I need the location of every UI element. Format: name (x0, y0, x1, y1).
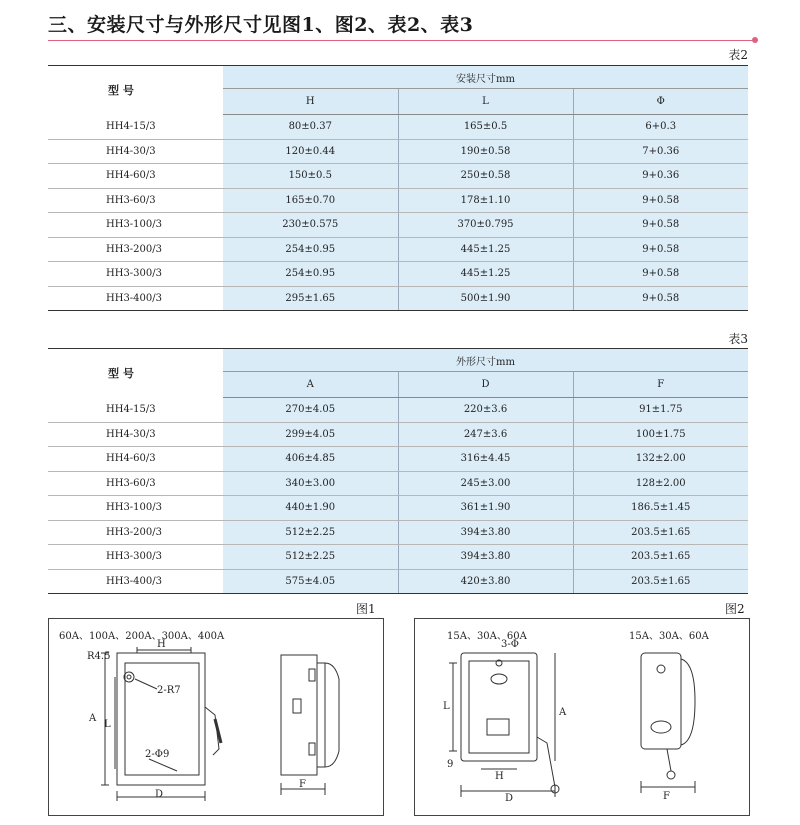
value-cell: 9+0.36 (573, 164, 748, 189)
value-cell: 295±1.65 (223, 286, 398, 311)
table-row (48, 164, 748, 189)
value-cell: 254±0.95 (223, 237, 398, 262)
value-cell: 165±0.5 (398, 115, 573, 140)
value-cell: 178±1.10 (398, 188, 573, 213)
value-cell: 361±1.90 (398, 496, 573, 521)
table-row (48, 471, 748, 496)
model-header: 型 号 (48, 349, 223, 398)
dim-label-d: D (155, 789, 164, 800)
table-row (48, 262, 748, 287)
value-cell: 370±0.795 (398, 213, 573, 238)
figure2-schematic (415, 619, 749, 815)
dim-label-l: L (443, 701, 450, 712)
table-row (48, 520, 748, 545)
model-cell: HH4-60/3 (48, 164, 223, 189)
outline-size-header: 外形尺寸mm (223, 349, 748, 372)
table-row (48, 447, 748, 472)
figure2-caption-right: 15A、30A、60A (629, 631, 709, 642)
table-row (48, 496, 748, 521)
figure2-drawing (414, 618, 750, 816)
figure1-schematic (49, 619, 383, 815)
value-cell: 9+0.58 (573, 286, 748, 311)
value-cell: 80±0.37 (223, 115, 398, 140)
dim-label-2r7: 2-R7 (157, 685, 181, 696)
value-cell: 230±0.575 (223, 213, 398, 238)
table-row (48, 237, 748, 262)
model-cell: HH3-100/3 (48, 213, 223, 238)
value-cell: 203.5±1.65 (573, 545, 748, 570)
table3-tag: 表3 (728, 332, 748, 346)
table-row (48, 115, 748, 140)
figure1-drawing (48, 618, 384, 816)
heading-rule (48, 40, 754, 41)
installation-dimensions-table (48, 65, 748, 311)
value-cell: 420±3.80 (398, 569, 573, 594)
model-cell: HH3-200/3 (48, 237, 223, 262)
table-row (48, 422, 748, 447)
dim-label-f: F (663, 791, 670, 802)
value-cell: 9+0.58 (573, 188, 748, 213)
figure2-caption-left: 15A、30A、60A (447, 631, 527, 642)
value-cell: 165±0.70 (223, 188, 398, 213)
value-cell: 203.5±1.65 (573, 520, 748, 545)
value-cell: 120±0.44 (223, 139, 398, 164)
value-cell: 6+0.3 (573, 115, 748, 140)
model-cell: HH4-60/3 (48, 447, 223, 472)
value-cell: 445±1.25 (398, 262, 573, 287)
dim-label-l: L (104, 719, 111, 730)
table-row (48, 398, 748, 423)
table-row (48, 188, 748, 213)
dim-label-r45: R4.5 (87, 651, 111, 662)
table2-tag: 表2 (728, 48, 748, 62)
value-cell: 186.5±1.45 (573, 496, 748, 521)
value-cell: 440±1.90 (223, 496, 398, 521)
value-cell: 340±3.00 (223, 471, 398, 496)
model-cell: HH4-15/3 (48, 115, 223, 140)
model-cell: HH3-300/3 (48, 545, 223, 570)
value-cell: 9+0.58 (573, 237, 748, 262)
section-heading: 三、安装尺寸与外形尺寸见图1、图2、表2、表3 (48, 14, 474, 36)
table-row (48, 569, 748, 594)
value-cell: 575±4.05 (223, 569, 398, 594)
value-cell: 512±2.25 (223, 520, 398, 545)
column-header-f: F (573, 372, 748, 398)
value-cell: 316±4.45 (398, 447, 573, 472)
column-header-a: A (223, 372, 398, 398)
value-cell: 9+0.58 (573, 262, 748, 287)
dim-label-d: D (505, 793, 514, 804)
model-cell: HH3-400/3 (48, 569, 223, 594)
value-cell: 9+0.58 (573, 213, 748, 238)
column-header-phi: Φ (573, 89, 748, 115)
dim-label-f: F (299, 779, 306, 790)
value-cell: 220±3.6 (398, 398, 573, 423)
value-cell: 254±0.95 (223, 262, 398, 287)
dim-label-3phi: 3-Φ (501, 639, 519, 650)
value-cell: 128±2.00 (573, 471, 748, 496)
model-cell: HH3-200/3 (48, 520, 223, 545)
value-cell: 91±1.75 (573, 398, 748, 423)
dim-label-h: H (157, 639, 166, 650)
model-cell: HH3-60/3 (48, 471, 223, 496)
value-cell: 512±2.25 (223, 545, 398, 570)
model-cell: HH4-30/3 (48, 139, 223, 164)
value-cell: 203.5±1.65 (573, 569, 748, 594)
model-cell: HH3-400/3 (48, 286, 223, 311)
model-cell: HH3-60/3 (48, 188, 223, 213)
table-row (48, 545, 748, 570)
value-cell: 245±3.00 (398, 471, 573, 496)
column-header-l: L (398, 89, 573, 115)
table-row (48, 213, 748, 238)
value-cell: 270±4.05 (223, 398, 398, 423)
value-cell: 247±3.6 (398, 422, 573, 447)
value-cell: 394±3.80 (398, 520, 573, 545)
value-cell: 394±3.80 (398, 545, 573, 570)
figure1-label: 图1 (356, 602, 376, 616)
installation-size-header: 安装尺寸mm (223, 66, 748, 89)
column-header-h: H (223, 89, 398, 115)
column-header-d: D (398, 372, 573, 398)
dim-label-9: 9 (447, 759, 454, 770)
value-cell: 150±0.5 (223, 164, 398, 189)
dim-label-2phi9: 2-Φ9 (145, 749, 170, 760)
value-cell: 406±4.85 (223, 447, 398, 472)
model-cell: HH3-300/3 (48, 262, 223, 287)
figure2-label: 图2 (725, 602, 745, 616)
table-row (48, 286, 748, 311)
value-cell: 7+0.36 (573, 139, 748, 164)
value-cell: 132±2.00 (573, 447, 748, 472)
outline-dimensions-table (48, 348, 748, 594)
table-row (48, 139, 748, 164)
dim-label-h: H (495, 771, 504, 782)
value-cell: 250±0.58 (398, 164, 573, 189)
value-cell: 500±1.90 (398, 286, 573, 311)
model-cell: HH4-30/3 (48, 422, 223, 447)
dim-label-a: A (89, 713, 97, 724)
dim-label-a: A (559, 707, 567, 718)
model-cell: HH3-100/3 (48, 496, 223, 521)
value-cell: 190±0.58 (398, 139, 573, 164)
value-cell: 445±1.25 (398, 237, 573, 262)
model-cell: HH4-15/3 (48, 398, 223, 423)
figure1-caption: 60A、100A、200A、300A、400A (59, 631, 225, 642)
value-cell: 299±4.05 (223, 422, 398, 447)
model-header: 型 号 (48, 66, 223, 115)
value-cell: 100±1.75 (573, 422, 748, 447)
